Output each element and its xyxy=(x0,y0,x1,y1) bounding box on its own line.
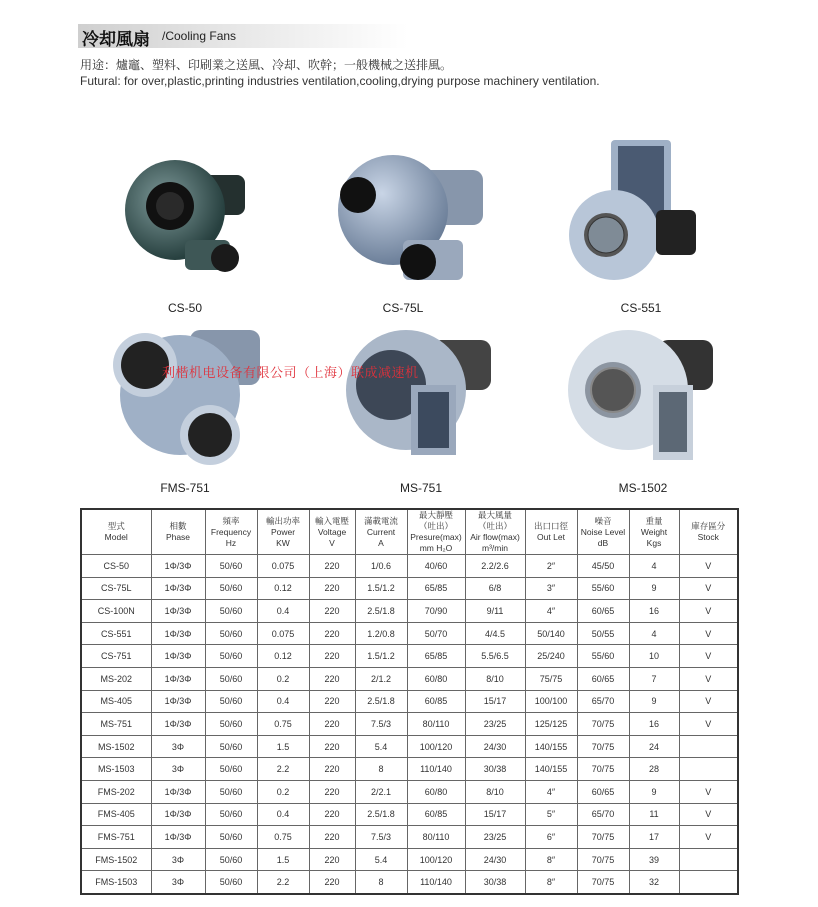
table-cell: 50/60 xyxy=(205,555,257,578)
table-body xyxy=(81,555,738,894)
table-cell: 3Φ xyxy=(151,758,205,781)
table-cell: 220 xyxy=(309,645,355,668)
table-cell: 23/25 xyxy=(465,713,525,736)
table-cell: 140/155 xyxy=(525,735,577,758)
table-cell: 60/85 xyxy=(407,803,465,826)
column-header xyxy=(577,509,629,555)
column-header xyxy=(407,509,465,555)
table-cell: 8 xyxy=(355,758,407,781)
header-cn: 最大靜壓 xyxy=(418,510,453,520)
product-label: MS-751 xyxy=(399,481,443,495)
table-cell: 23/25 xyxy=(465,826,525,849)
usage-en: Futural: for over,plastic,printing industries ventilation,cooling,drying purpose machinery ventilation. xyxy=(80,74,600,88)
product-cs-75l xyxy=(318,140,488,315)
table-cell: 1.5/1.2 xyxy=(355,645,407,668)
table-cell: CS-50 xyxy=(81,555,151,578)
table-cell: 40/60 xyxy=(407,555,465,578)
table-cell: 4″ xyxy=(525,780,577,803)
product-label: MS-1502 xyxy=(618,481,668,495)
table-cell: 2/2.1 xyxy=(355,780,407,803)
table-row xyxy=(81,826,738,849)
product-fms-751 xyxy=(100,320,270,495)
table-cell: 45/50 xyxy=(577,555,629,578)
table-cell: V xyxy=(679,780,738,803)
table-cell: 220 xyxy=(309,577,355,600)
column-header xyxy=(257,509,309,555)
table-cell: MS-751 xyxy=(81,713,151,736)
table-cell xyxy=(679,871,738,894)
column-header xyxy=(151,509,205,555)
header-cn: 滿載電流 xyxy=(363,515,398,526)
cs-551-image xyxy=(556,140,726,300)
table-cell: 8″ xyxy=(525,848,577,871)
table-cell: 3″ xyxy=(525,577,577,600)
table-cell: 16 xyxy=(629,713,679,736)
product-ms-1502 xyxy=(558,320,728,495)
table-cell: 1.5/1.2 xyxy=(355,577,407,600)
table-cell: V xyxy=(679,667,738,690)
table-cell: 70/75 xyxy=(577,871,629,894)
title-cn: 冷却風扇 xyxy=(82,30,150,50)
table-cell: 70/75 xyxy=(577,758,629,781)
header-cn: 輸出功率 xyxy=(265,515,300,526)
ms-1502-image xyxy=(558,320,728,480)
table-cell: FMS-1502 xyxy=(81,848,151,871)
header-cn: 型式 xyxy=(107,521,125,531)
table-cell: 220 xyxy=(309,555,355,578)
table-cell: 9 xyxy=(629,577,679,600)
table-cell: 60/65 xyxy=(577,600,629,623)
table-cell: 3Φ xyxy=(151,871,205,894)
header-sub: （吐出） xyxy=(477,521,512,531)
table-cell: 70/75 xyxy=(577,826,629,849)
table-cell: 220 xyxy=(309,848,355,871)
header-en: Power xyxy=(270,526,296,537)
header-unit: dB xyxy=(597,537,609,548)
table-cell: FMS-751 xyxy=(81,826,151,849)
column-header xyxy=(525,509,577,555)
table-cell: 50/70 xyxy=(407,622,465,645)
table-cell: 50/140 xyxy=(525,622,577,645)
header-cn: 出口口徑 xyxy=(533,521,568,531)
header-sub: （吐出） xyxy=(418,521,453,531)
table-cell: 75/75 xyxy=(525,667,577,690)
table-row xyxy=(81,735,738,758)
table-cell: 1.2/0.8 xyxy=(355,622,407,645)
table-row xyxy=(81,555,738,578)
header-cn: 重量 xyxy=(645,515,663,526)
table-cell: 39 xyxy=(629,848,679,871)
table-cell: 3Φ xyxy=(151,735,205,758)
product-cs-551 xyxy=(556,140,726,315)
table-row xyxy=(81,713,738,736)
table-cell: 30/38 xyxy=(465,758,525,781)
table-row xyxy=(81,780,738,803)
header-cn: 相數 xyxy=(169,521,187,531)
table-cell: 10 xyxy=(629,645,679,668)
table-cell: 2.2 xyxy=(257,758,309,781)
table-cell: 220 xyxy=(309,713,355,736)
usage-cn: 用途：爐竈、塑料、印刷業之送風、冷却、吹幹；一般機械之送排風。 xyxy=(80,58,453,72)
column-header xyxy=(81,509,151,555)
table-cell: 24/30 xyxy=(465,735,525,758)
section-header xyxy=(78,24,408,48)
table-cell: 28 xyxy=(629,758,679,781)
table-cell: 60/80 xyxy=(407,780,465,803)
table-cell: 50/60 xyxy=(205,600,257,623)
table-cell: MS-202 xyxy=(81,667,151,690)
table-cell: 2″ xyxy=(525,555,577,578)
column-header xyxy=(355,509,407,555)
table-cell: 0.75 xyxy=(257,713,309,736)
table-cell: 220 xyxy=(309,826,355,849)
header-en: Weight xyxy=(640,526,668,537)
table-cell: 50/60 xyxy=(205,735,257,758)
table-cell: 2/1.2 xyxy=(355,667,407,690)
table-cell: 1Φ/3Φ xyxy=(151,645,205,668)
table-cell: 50/60 xyxy=(205,780,257,803)
table-cell: V xyxy=(679,803,738,826)
product-label: CS-551 xyxy=(620,301,662,315)
table-cell: V xyxy=(679,600,738,623)
table-cell: 24 xyxy=(629,735,679,758)
table-cell: 1Φ/3Φ xyxy=(151,667,205,690)
table-cell: V xyxy=(679,690,738,713)
table-cell: 0.12 xyxy=(257,577,309,600)
table-cell: 1Φ/3Φ xyxy=(151,780,205,803)
table-cell: MS-405 xyxy=(81,690,151,713)
header-cn: 庫存區分 xyxy=(691,521,726,531)
table-cell: 9 xyxy=(629,780,679,803)
table-cell: 60/85 xyxy=(407,690,465,713)
table-cell: 0.075 xyxy=(257,555,309,578)
table-cell: 220 xyxy=(309,758,355,781)
product-label: CS-50 xyxy=(167,301,202,315)
table-cell: 1Φ/3Φ xyxy=(151,555,205,578)
header-cn: 頻率 xyxy=(222,515,240,526)
table-row xyxy=(81,848,738,871)
table-cell: 50/60 xyxy=(205,690,257,713)
table-cell: 8/10 xyxy=(465,667,525,690)
table-cell: 4/4.5 xyxy=(465,622,525,645)
table-cell: 50/60 xyxy=(205,645,257,668)
table-cell: 50/60 xyxy=(205,803,257,826)
header-cn: 最大風量 xyxy=(477,510,512,520)
table-cell: 50/60 xyxy=(205,871,257,894)
table-cell: 24/30 xyxy=(465,848,525,871)
table-row xyxy=(81,758,738,781)
table-cell: 30/38 xyxy=(465,871,525,894)
table-cell: 70/75 xyxy=(577,713,629,736)
table-cell xyxy=(679,758,738,781)
header-unit: Hz xyxy=(225,537,237,548)
header-en: Phase xyxy=(165,532,191,542)
table-cell: 50/60 xyxy=(205,758,257,781)
header-unit: m³/min xyxy=(482,543,508,553)
header-en: Noise Level xyxy=(580,526,626,537)
table-cell: 70/75 xyxy=(577,848,629,871)
table-cell: 1/0.6 xyxy=(355,555,407,578)
header-unit: A xyxy=(378,537,384,548)
table-cell: 50/60 xyxy=(205,713,257,736)
header-en: Voltage xyxy=(317,526,347,537)
product-ms-751 xyxy=(336,320,506,495)
table-cell: 1Φ/3Φ xyxy=(151,713,205,736)
table-cell: 7.5/3 xyxy=(355,826,407,849)
table-row xyxy=(81,803,738,826)
table-cell: FMS-405 xyxy=(81,803,151,826)
table-cell: 50/60 xyxy=(205,622,257,645)
table-row xyxy=(81,645,738,668)
table-cell: 2.2 xyxy=(257,871,309,894)
table-cell: 50/60 xyxy=(205,848,257,871)
header-en: Out Let xyxy=(537,532,565,542)
table-cell: 80/110 xyxy=(407,713,465,736)
table-cell: 50/60 xyxy=(205,667,257,690)
table-cell: 1.5 xyxy=(257,848,309,871)
product-label: FMS-751 xyxy=(160,481,210,495)
table-cell: V xyxy=(679,826,738,849)
table-cell: MS-1502 xyxy=(81,735,151,758)
table-cell: 70/90 xyxy=(407,600,465,623)
header-en: Frequency xyxy=(210,526,252,537)
table-cell: V xyxy=(679,622,738,645)
table-cell: 0.75 xyxy=(257,826,309,849)
table-cell: 2.2/2.6 xyxy=(465,555,525,578)
table-cell: 70/75 xyxy=(577,735,629,758)
table-cell: 1Φ/3Φ xyxy=(151,803,205,826)
table-cell: 65/70 xyxy=(577,803,629,826)
table-cell: 6/8 xyxy=(465,577,525,600)
table-cell: V xyxy=(679,645,738,668)
table-cell: 0.4 xyxy=(257,803,309,826)
table-cell: 1Φ/3Φ xyxy=(151,690,205,713)
table-cell: 220 xyxy=(309,600,355,623)
table-row xyxy=(81,667,738,690)
table-cell: 110/140 xyxy=(407,871,465,894)
table-cell: 100/120 xyxy=(407,735,465,758)
column-header xyxy=(205,509,257,555)
table-cell: 5″ xyxy=(525,803,577,826)
table-cell: CS-751 xyxy=(81,645,151,668)
table-cell: 0.2 xyxy=(257,667,309,690)
table-cell: 8/10 xyxy=(465,780,525,803)
table-cell: 4″ xyxy=(525,600,577,623)
table-header-row xyxy=(81,509,738,555)
ms-751-image xyxy=(336,320,506,480)
column-header xyxy=(309,509,355,555)
header-en: Current xyxy=(366,526,396,537)
table-cell: 7 xyxy=(629,667,679,690)
table-cell: MS-1503 xyxy=(81,758,151,781)
table-cell: FMS-202 xyxy=(81,780,151,803)
table-cell: 1.5 xyxy=(257,735,309,758)
product-cs-50 xyxy=(100,140,270,315)
table-cell: 2.5/1.8 xyxy=(355,690,407,713)
header-en: Air flow(max) xyxy=(470,532,520,542)
table-cell: 60/65 xyxy=(577,780,629,803)
header-en: Stock xyxy=(697,532,719,542)
product-label: CS-75L xyxy=(382,301,424,315)
table-cell: 65/70 xyxy=(577,690,629,713)
table-cell: 16 xyxy=(629,600,679,623)
table-cell: 220 xyxy=(309,780,355,803)
table-cell: 0.075 xyxy=(257,622,309,645)
table-cell: 100/120 xyxy=(407,848,465,871)
table-cell: 15/17 xyxy=(465,803,525,826)
table-row xyxy=(81,600,738,623)
table-cell: 125/125 xyxy=(525,713,577,736)
watermark-text: 利楷机电设备有限公司（上海）联成减速机 xyxy=(162,366,419,381)
column-header xyxy=(465,509,525,555)
table-cell: 60/80 xyxy=(407,667,465,690)
column-header xyxy=(629,509,679,555)
header-unit: mm H₂O xyxy=(419,543,453,553)
table-cell: CS-75L xyxy=(81,577,151,600)
table-cell: 9/11 xyxy=(465,600,525,623)
fms-751-image xyxy=(100,320,270,480)
table-cell: 65/85 xyxy=(407,577,465,600)
table-cell: 220 xyxy=(309,667,355,690)
table-cell: 7.5/3 xyxy=(355,713,407,736)
table-cell: 220 xyxy=(309,803,355,826)
table-cell: 60/65 xyxy=(577,667,629,690)
table-cell: 220 xyxy=(309,871,355,894)
table-cell: 2.5/1.8 xyxy=(355,600,407,623)
table-cell: 50/60 xyxy=(205,826,257,849)
table-cell: 100/100 xyxy=(525,690,577,713)
table-cell: 0.2 xyxy=(257,780,309,803)
table-cell: 4 xyxy=(629,555,679,578)
table-cell: 15/17 xyxy=(465,690,525,713)
table-cell: 55/60 xyxy=(577,577,629,600)
table-cell: 110/140 xyxy=(407,758,465,781)
header-unit: KW xyxy=(276,537,290,548)
table-row xyxy=(81,577,738,600)
table-cell: V xyxy=(679,713,738,736)
table-cell: 0.4 xyxy=(257,600,309,623)
table-cell: 1Φ/3Φ xyxy=(151,622,205,645)
table-cell: 6″ xyxy=(525,826,577,849)
table-cell: 11 xyxy=(629,803,679,826)
table-cell: V xyxy=(679,577,738,600)
spec-table xyxy=(80,508,739,895)
table-cell: 5.4 xyxy=(355,848,407,871)
table-cell: 3Φ xyxy=(151,848,205,871)
column-header xyxy=(679,509,738,555)
title-en: /Cooling Fans xyxy=(162,29,237,43)
table-cell: 9 xyxy=(629,690,679,713)
table-cell: CS-551 xyxy=(81,622,151,645)
table-cell: 17 xyxy=(629,826,679,849)
header-en: Model xyxy=(104,532,128,542)
table-cell: 1Φ/3Φ xyxy=(151,600,205,623)
table-cell: 0.4 xyxy=(257,690,309,713)
table-cell: FMS-1503 xyxy=(81,871,151,894)
table-row xyxy=(81,622,738,645)
table-row xyxy=(81,690,738,713)
header-en: Presure(max) xyxy=(410,532,462,542)
table-cell: 32 xyxy=(629,871,679,894)
table-cell: 50/55 xyxy=(577,622,629,645)
table-cell: 25/240 xyxy=(525,645,577,668)
cs-50-image xyxy=(100,140,270,300)
table-cell: 220 xyxy=(309,735,355,758)
table-cell: CS-100N xyxy=(81,600,151,623)
table-cell: 4 xyxy=(629,622,679,645)
table-cell: 1Φ/3Φ xyxy=(151,826,205,849)
table-cell: 8 xyxy=(355,871,407,894)
table-cell: 65/85 xyxy=(407,645,465,668)
table-cell: 1Φ/3Φ xyxy=(151,577,205,600)
table-cell: 2.5/1.8 xyxy=(355,803,407,826)
header-cn: 噪音 xyxy=(594,515,612,526)
table-cell xyxy=(679,735,738,758)
table-cell: 0.12 xyxy=(257,645,309,668)
table-cell: 80/110 xyxy=(407,826,465,849)
header-unit: V xyxy=(329,537,335,548)
header-unit: Kgs xyxy=(646,537,662,548)
table-cell: 55/60 xyxy=(577,645,629,668)
table-cell: 5.5/6.5 xyxy=(465,645,525,668)
table-cell xyxy=(679,848,738,871)
cs-75l-image xyxy=(318,140,488,300)
table-cell: 5.4 xyxy=(355,735,407,758)
table-cell: 220 xyxy=(309,622,355,645)
table-cell: V xyxy=(679,555,738,578)
table-cell: 220 xyxy=(309,690,355,713)
table-cell: 8″ xyxy=(525,871,577,894)
table-cell: 140/155 xyxy=(525,758,577,781)
header-cn: 輸入電壓 xyxy=(314,515,349,526)
table-row xyxy=(81,871,738,894)
table-cell: 50/60 xyxy=(205,577,257,600)
